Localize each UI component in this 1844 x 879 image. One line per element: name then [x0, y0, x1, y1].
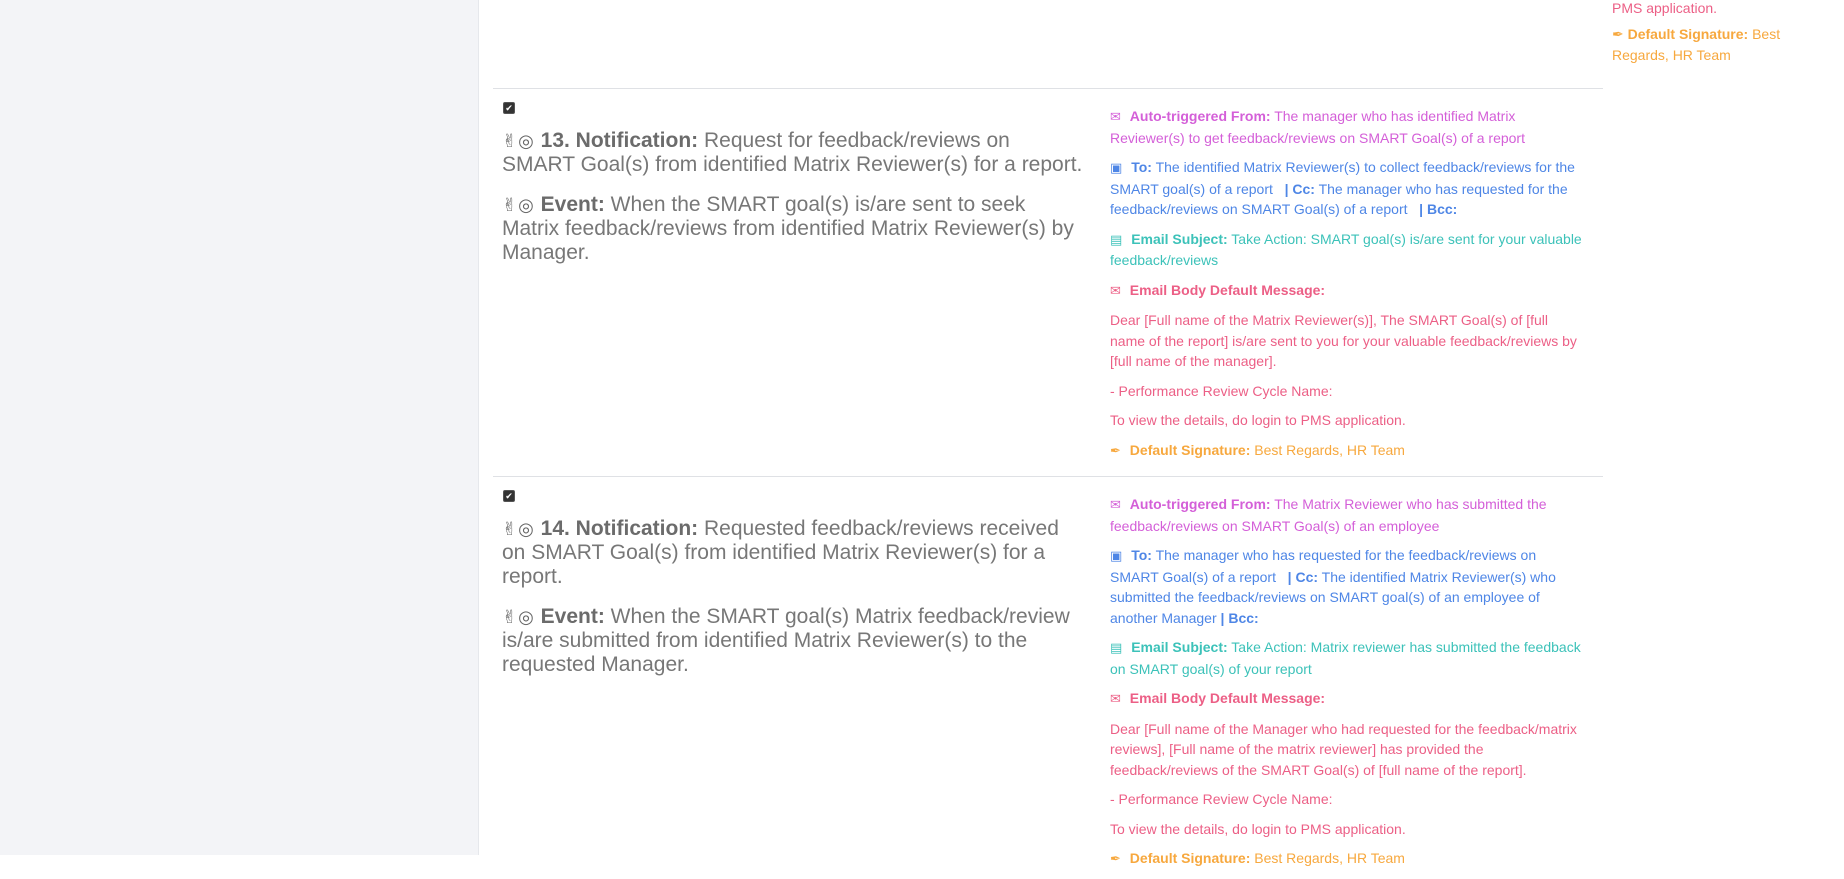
notification-13-body-label — [1110, 280, 1585, 302]
cc-label: | Cc: — [1284, 180, 1315, 197]
notification-13-email-config — [1110, 106, 1585, 470]
subject-label: Email Subject: — [1131, 639, 1228, 655]
previous-notification-tail — [1612, 0, 1812, 66]
notification-13-event-text: When the SMART goal(s) is/are sent to seek Matrix feedback/reviews from identified Matrix Reviewer(s) by Manager. — [502, 193, 1074, 264]
notification-14-email-config — [1110, 494, 1585, 879]
notification-14-checkbox[interactable]: ✔ — [503, 490, 515, 502]
prev-login-text: PMS application. — [1612, 0, 1718, 16]
subject-text: Take Action: Matrix reviewer has submitted the feedback on SMART goal(s) of your report — [1110, 639, 1581, 677]
notification-14-event-label: Event: — [540, 605, 605, 628]
pen-icon: ✒ — [1110, 442, 1121, 458]
body-label: Email Body Default Message: — [1129, 690, 1326, 706]
notification-13-event — [502, 193, 1088, 265]
notification-14-recipients — [1110, 545, 1585, 628]
notification-14-event — [502, 605, 1088, 677]
notification-14-cycle-name: - Performance Review Cycle Name: — [1110, 791, 1333, 807]
target-icon: ✌◎ — [502, 607, 535, 627]
notification-13-login-text: To view the details, do login to PMS application. — [1110, 412, 1406, 428]
notification-13-auto-triggered — [1110, 106, 1585, 148]
notification-13-title — [502, 129, 1088, 177]
prev-signature-value: Best Regards, HR Team — [1612, 26, 1781, 63]
notification-14-title — [502, 517, 1088, 589]
pen-icon: ✒ — [1612, 26, 1624, 42]
notification-14-signature — [1110, 848, 1585, 870]
to-text: The identified Matrix Reviewer(s) to collect feedback/reviews for the SMART goal(s) of a report — [1110, 159, 1575, 197]
signature-label: Default Signature: — [1129, 441, 1251, 458]
notification-13-event-label: Event: — [540, 193, 605, 216]
auto-text: The Matrix Reviewer who has submitted the feedback/reviews on SMART Goal(s) of an employee — [1110, 496, 1547, 534]
left-sidebar — [0, 0, 479, 855]
signature-label: Default Signature: — [1129, 850, 1251, 866]
notification-13-title-text: Request for feedback/reviews on SMART Goal(s) from identified Matrix Reviewer(s) for a report. — [502, 129, 1083, 176]
open-envelope-icon: ✉ — [1110, 691, 1121, 706]
auto-text: The manager who has identified Matrix Reviewer(s) to get feedback/reviews on SMART Goal(s) of a report — [1110, 108, 1525, 146]
auto-label: Auto-triggered From: — [1129, 496, 1271, 512]
target-icon: ✌◎ — [502, 195, 535, 215]
bcc-label: | Bcc: — [1419, 201, 1458, 217]
notification-13-cycle-name: - Performance Review Cycle Name: — [1110, 382, 1333, 399]
notification-14-auto-triggered — [1110, 494, 1585, 536]
notification-13-body-text: Dear [Full name of the Matrix Reviewer(s)], The SMART Goal(s) of [full name of the report] is/are sent to you for your valuable feedback/reviews by [full name of the manager]. — [1110, 312, 1577, 369]
to-text: The manager who has requested for the feedback/reviews on SMART Goal(s) of a report — [1110, 547, 1537, 585]
notification-13-title-label: 13. Notification: — [540, 129, 699, 152]
notification-14-body-label — [1110, 688, 1585, 710]
notification-14-body-text: Dear [Full name of the Manager who had requested for the feedback/matrix reviews], [Full name of the matrix reviewer] has provided the feedback/reviews of the SMART Goal(s) of [full name of the report]. — [1110, 720, 1577, 778]
notification-13-subject — [1110, 229, 1585, 271]
notification-14-subject — [1110, 637, 1585, 679]
subject-label: Email Subject: — [1131, 230, 1228, 247]
contact-card-icon: ▣ — [1110, 160, 1123, 175]
notification-14-login-text: To view the details, do login to PMS application. — [1110, 820, 1406, 837]
notification-row-14 — [493, 477, 1603, 866]
envelope-icon: ✉ — [1110, 497, 1121, 512]
document-icon: ▤ — [1110, 640, 1123, 655]
notification-13-description — [502, 129, 1088, 281]
open-envelope-icon: ✉ — [1110, 282, 1121, 298]
cc-label: | Cc: — [1287, 568, 1319, 585]
prev-signature — [1612, 24, 1812, 66]
notification-13-checkbox[interactable]: ✔ — [503, 102, 515, 114]
signature-value: Best Regards, HR Team — [1254, 441, 1405, 458]
notification-13-signature — [1110, 440, 1585, 462]
notification-row-13 — [493, 89, 1603, 477]
contact-card-icon: ▣ — [1110, 548, 1123, 563]
document-icon: ▤ — [1110, 231, 1123, 247]
cc-text: The manager who has requested for the feedback/reviews on SMART Goal(s) of a report — [1110, 180, 1568, 217]
pen-icon: ✒ — [1110, 851, 1121, 866]
envelope-icon: ✉ — [1110, 109, 1121, 124]
notification-14-title-text: Requested feedback/reviews received on SMART Goal(s) from identified Matrix Reviewer(s) for a report. — [502, 517, 1059, 588]
subject-text: Take Action: SMART goal(s) is/are sent for your valuable feedback/reviews — [1110, 230, 1582, 268]
victory-hand-icon: ✌◎ — [502, 519, 535, 539]
body-label: Email Body Default Message: — [1129, 281, 1326, 298]
signature-value: Best Regards, HR Team — [1254, 850, 1405, 866]
notification-14-title-label: 14. Notification: — [540, 517, 699, 540]
bcc-label: | Bcc: — [1220, 609, 1259, 626]
prev-signature-label: Default Signature: — [1627, 26, 1749, 42]
to-label: To: — [1131, 547, 1152, 563]
notification-13-recipients — [1110, 157, 1585, 220]
to-label: To: — [1131, 159, 1152, 175]
victory-hand-icon: ✌◎ — [502, 131, 535, 151]
notification-14-event-text: When the SMART goal(s) Matrix feedback/review is/are submitted from identified Matrix Reviewer(s) to the requested Manager. — [502, 605, 1070, 676]
notification-14-description — [502, 517, 1088, 693]
cc-text: The identified Matrix Reviewer(s) who submitted the feedback/reviews on SMART goal(s) of an employee of another Manager — [1110, 568, 1556, 626]
auto-label: Auto-triggered From: — [1129, 108, 1271, 124]
